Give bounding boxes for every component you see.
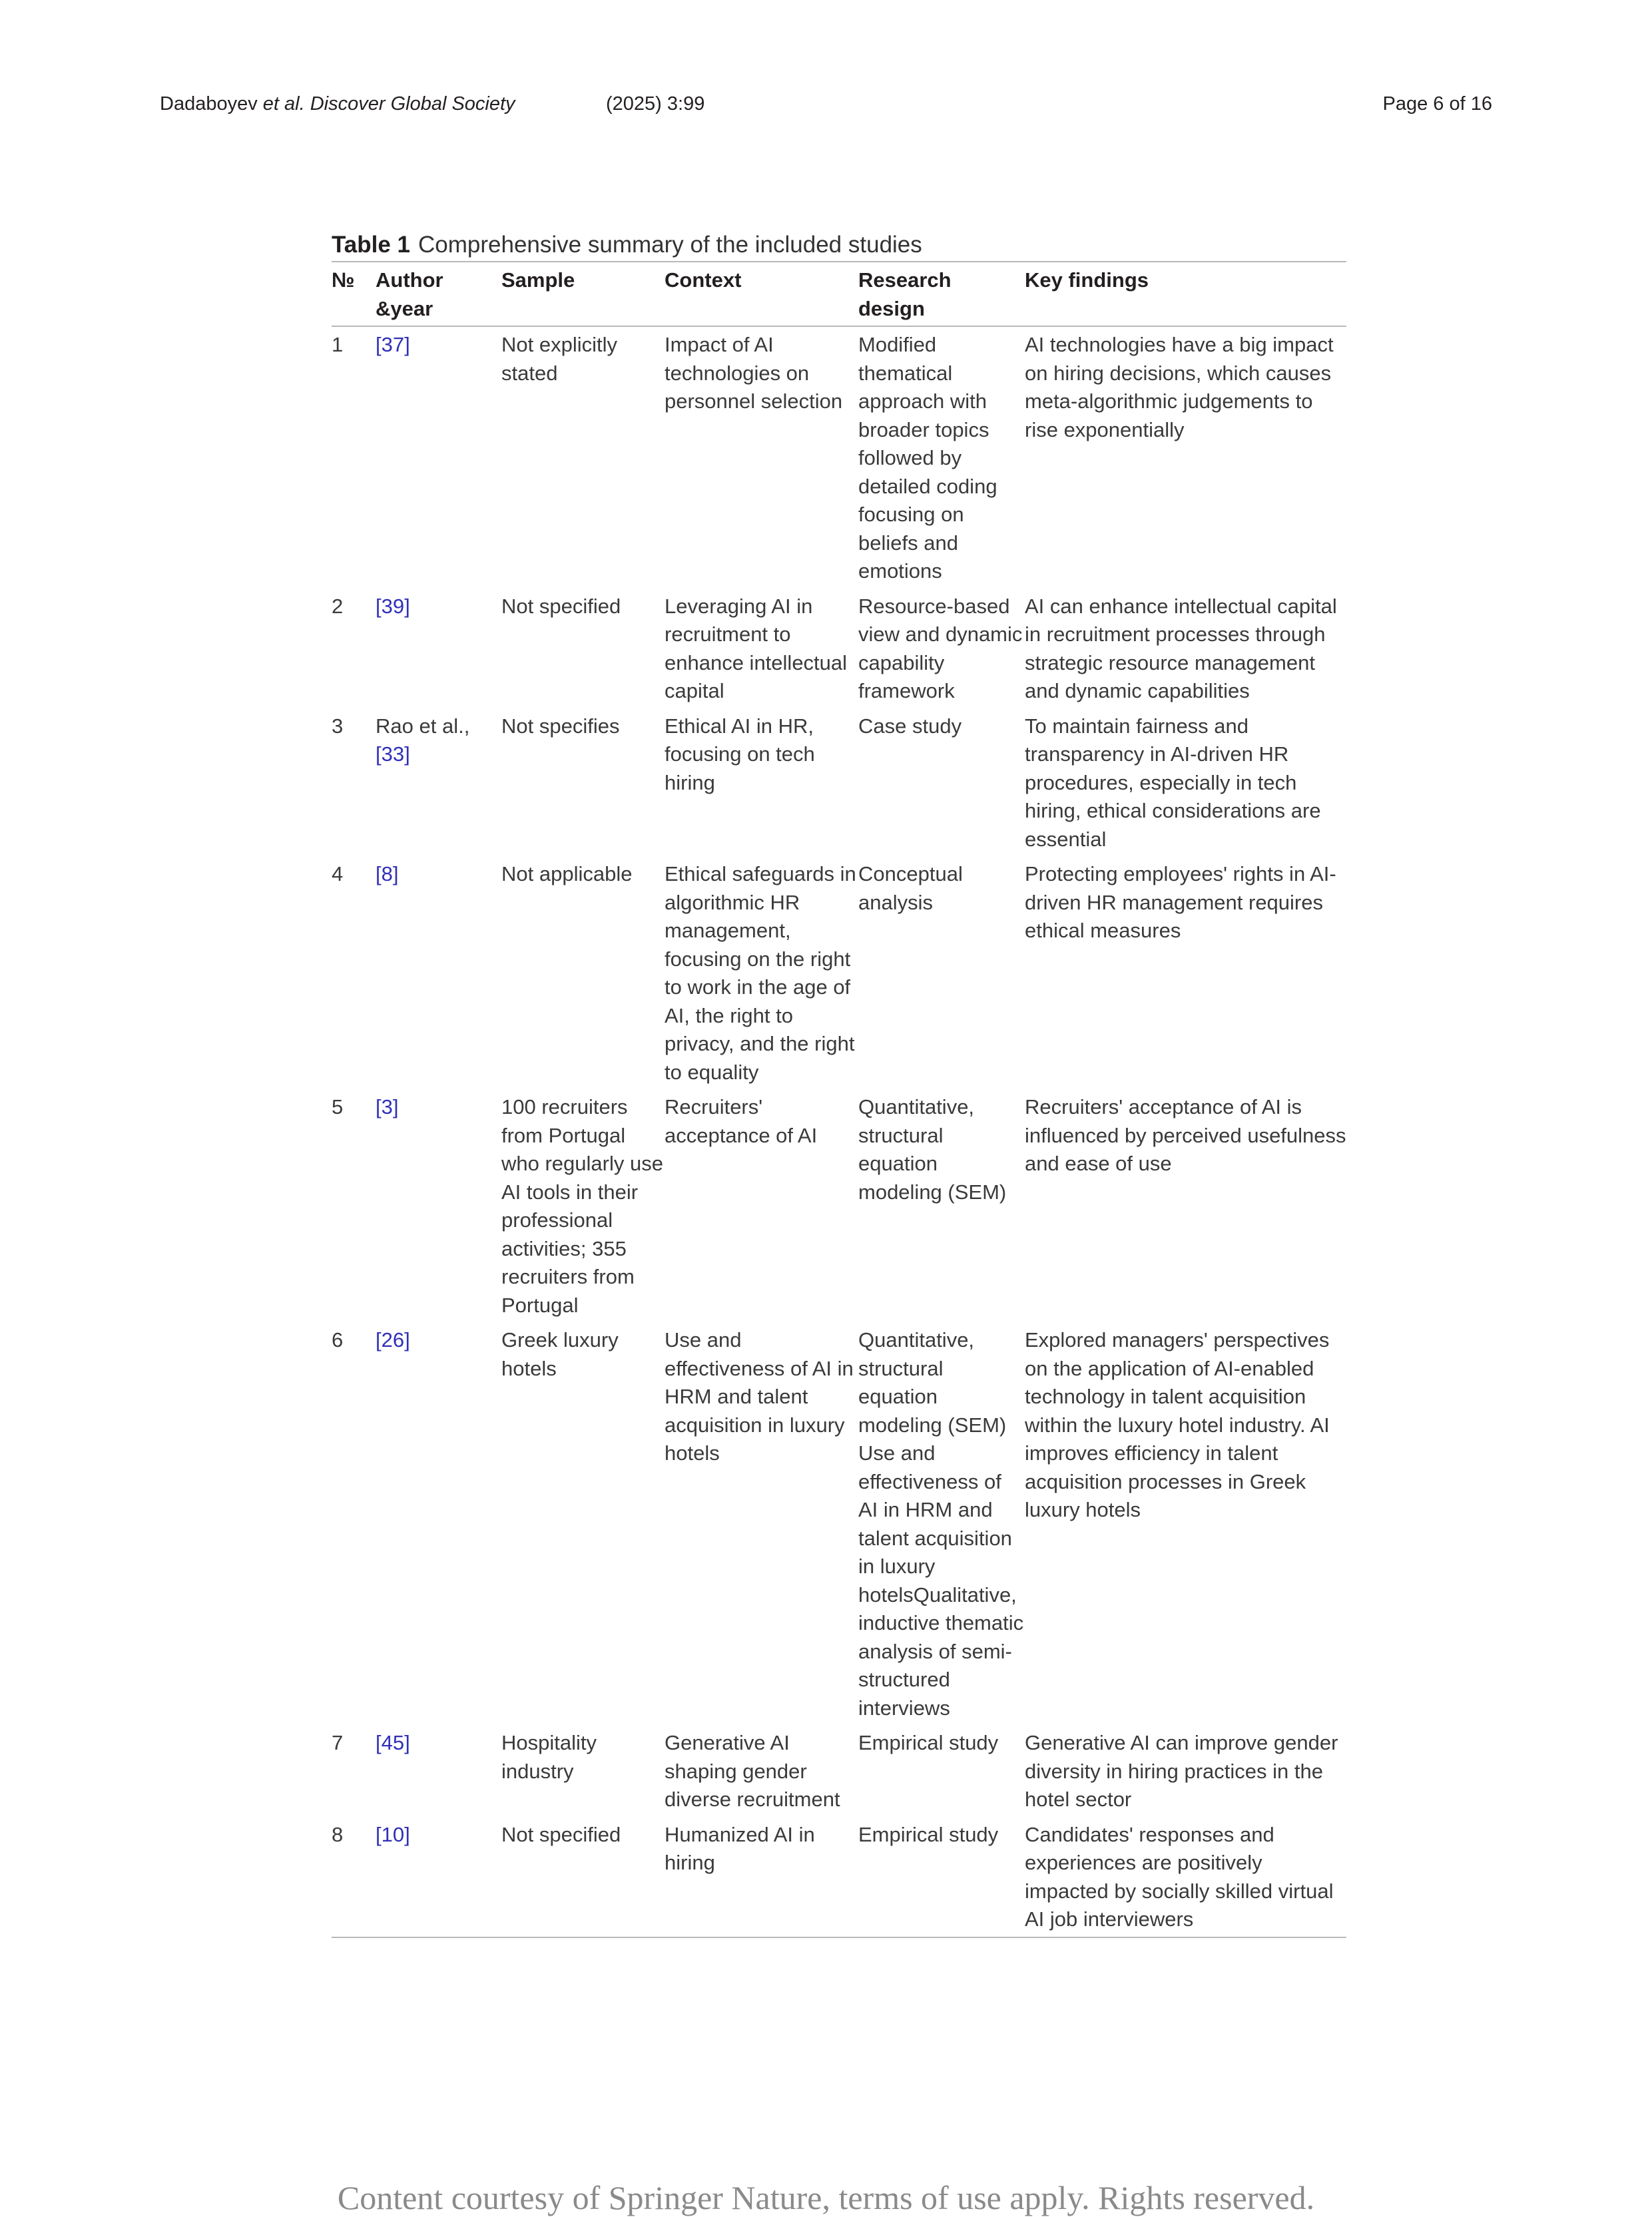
cell-no: 4 xyxy=(332,862,344,885)
cell-research-design: Empirical study xyxy=(858,1731,999,1754)
header-research-design: Research design xyxy=(858,268,952,320)
header-no: № xyxy=(332,268,355,292)
running-head-citation: (2025) 3:99 xyxy=(606,93,705,115)
table-row xyxy=(332,326,1346,589)
cell-research-design: Conceptual analysis xyxy=(858,862,963,914)
cell-author xyxy=(376,1322,501,1725)
table-row xyxy=(332,1322,1346,1725)
cell-key-findings: Protecting employees' rights in AI-driven HR management requires ethical measures xyxy=(1025,862,1336,942)
cell-sample: Not specifies xyxy=(501,714,620,738)
cell-sample: Not applicable xyxy=(501,862,633,885)
running-head xyxy=(160,91,1492,117)
cell-context: Impact of AI technologies on personnel selection xyxy=(665,333,843,413)
cell-sample: Not specified xyxy=(501,1822,621,1846)
cell-research-design: Empirical study xyxy=(858,1822,999,1846)
cell-sample: Hospitality industry xyxy=(501,1731,597,1783)
table-caption xyxy=(332,230,1346,260)
cell-key-findings: Candidates' responses and experiences are positively impacted by socially skilled virtual AI job interviewers xyxy=(1025,1822,1334,1931)
running-head-authors: Dadaboyev et al. Discover Global Society xyxy=(160,93,515,115)
cell-key-findings: AI can enhance intellectual capital in recruitment processes through strategic resource management and dynamic capabilities xyxy=(1025,594,1337,702)
citation-link[interactable]: [8] xyxy=(376,862,399,885)
table-row xyxy=(332,589,1346,708)
cell-no: 3 xyxy=(332,714,344,738)
table-header-row xyxy=(332,262,1346,326)
cell-sample: Greek luxury hotels xyxy=(501,1328,619,1380)
header-key-findings: Key findings xyxy=(1025,268,1149,292)
table-caption-label: Table 1 xyxy=(332,232,411,258)
cell-sample: 100 recruiters from Portugal who regularly use AI tools in their professional activities; 355 recruiters from Portugal xyxy=(501,1095,663,1317)
table-row xyxy=(332,1725,1346,1817)
table-caption-text: Comprehensive summary of the included studies xyxy=(418,232,922,258)
cell-author xyxy=(376,1817,501,1937)
cell-research-design: Resource-based view and dynamic capability framework xyxy=(858,594,1023,702)
table-row xyxy=(332,1817,1346,1937)
cell-research-design: Quantitative, structural equation modeling (SEM) xyxy=(858,1095,1007,1204)
cell-context: Ethical AI in HR, focusing on tech hiring xyxy=(665,714,815,794)
cell-research-design: Case study xyxy=(858,714,962,738)
cell-no: 1 xyxy=(332,333,344,356)
header-context: Context xyxy=(665,268,742,292)
cell-no: 7 xyxy=(332,1731,344,1754)
cell-context: Ethical safeguards in algorithmic HR management, focusing on the right to work in the age of AI, the right to privacy, and the right to equality xyxy=(665,862,856,1084)
cell-author xyxy=(376,589,501,708)
header-sample: Sample xyxy=(501,268,575,292)
cell-no: 2 xyxy=(332,594,344,618)
cell-context: Generative AI shaping gender diverse recruitment xyxy=(665,1731,840,1811)
cell-key-findings: AI technologies have a big impact on hiring decisions, which causes meta-algorithmic judgements to rise exponentially xyxy=(1025,333,1334,441)
studies-table xyxy=(332,261,1346,1938)
citation-link[interactable]: [33] xyxy=(376,742,410,766)
citation-link[interactable]: [45] xyxy=(376,1731,410,1754)
table-row xyxy=(332,856,1346,1089)
cell-context: Humanized AI in hiring xyxy=(665,1822,815,1874)
author-name: Rao et al., xyxy=(376,714,470,738)
cell-author xyxy=(376,856,501,1089)
table-row xyxy=(332,708,1346,857)
citation-link[interactable]: [3] xyxy=(376,1095,399,1118)
citation-link[interactable]: [26] xyxy=(376,1328,410,1352)
page-number: Page 6 of 16 xyxy=(1382,93,1492,115)
copyright-footer: Content courtesy of Springer Nature, terms of use apply. Rights reserved. xyxy=(337,2179,1315,2216)
cell-no: 6 xyxy=(332,1328,344,1352)
cell-author xyxy=(376,708,501,857)
cell-context: Leveraging AI in recruitment to enhance intellectual capital xyxy=(665,594,848,702)
cell-key-findings: Recruiters' acceptance of AI is influenced by perceived usefulness and ease of use xyxy=(1025,1095,1346,1175)
citation-link[interactable]: [10] xyxy=(376,1822,410,1846)
header-author: Author &year xyxy=(376,268,443,320)
cell-context: Recruiters' acceptance of AI xyxy=(665,1095,818,1147)
cell-context: Use and effectiveness of AI in HRM and talent acquisition in luxury hotels xyxy=(665,1328,854,1465)
citation-link[interactable]: [39] xyxy=(376,594,410,618)
cell-author xyxy=(376,1089,501,1322)
citation-link[interactable]: [37] xyxy=(376,333,410,356)
cell-research-design: Quantitative, structural equation modeling (SEM) Use and effectiveness of AI in HRM and talent acquisition in luxury hotelsQualitative, inductive thematic analysis of semi-structured interviews xyxy=(858,1328,1024,1720)
cell-key-findings: Generative AI can improve gender diversity in hiring practices in the hotel sector xyxy=(1025,1731,1338,1811)
cell-author xyxy=(376,1725,501,1817)
cell-research-design: Modified thematical approach with broader topics followed by detailed coding focusing on beliefs and emotions xyxy=(858,333,997,583)
cell-author xyxy=(376,326,501,589)
cell-key-findings: To maintain fairness and transparency in AI-driven HR procedures, especially in tech hiring, ethical considerations are essential xyxy=(1025,714,1321,851)
cell-sample: Not specified xyxy=(501,594,621,618)
cell-sample: Not explicitly stated xyxy=(501,333,617,385)
cell-key-findings: Explored managers' perspectives on the application of AI-enabled technology in talent acquisition within the luxury hotel industry. AI improves efficiency in talent acquisition processes in Greek luxury hotels xyxy=(1025,1328,1330,1521)
cell-no: 8 xyxy=(332,1822,344,1846)
cell-no: 5 xyxy=(332,1095,344,1118)
table-row xyxy=(332,1089,1346,1322)
table-1 xyxy=(332,230,1346,1938)
